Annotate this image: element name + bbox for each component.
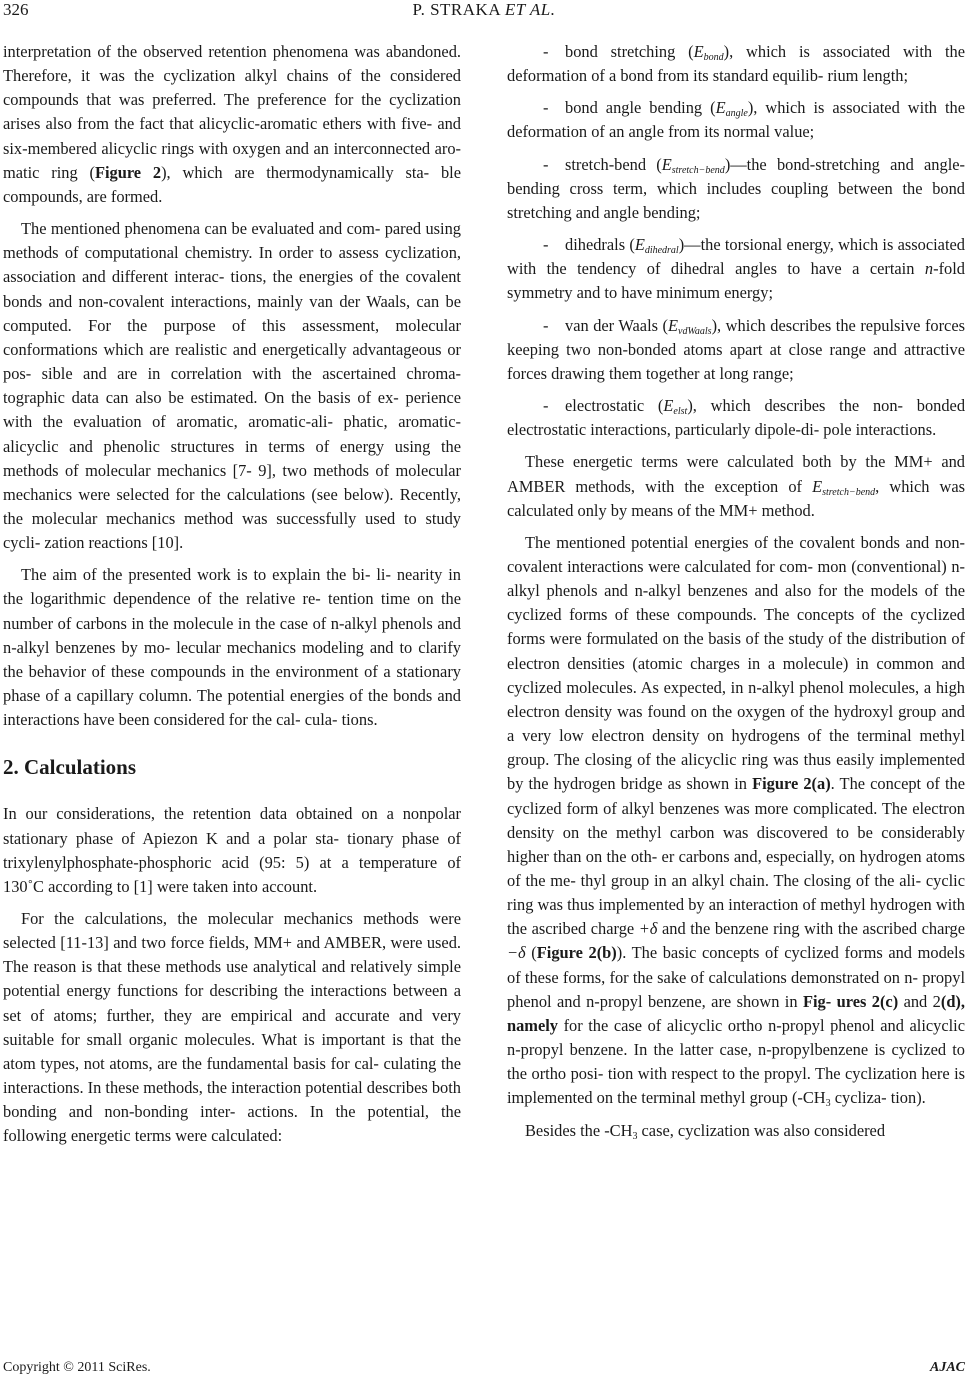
paragraph: These energetic terms were calculated both by the MM+ and AMBER methods, with the exception of $E_{stretch-bend}$, which was calculated only by means of the MM+ method. bbox=[507, 452, 966, 520]
list-item: - bond stretching $(E_{bond})$, which is associated with the deformation of a bond from its standard equilib- rium length; bbox=[507, 42, 965, 86]
page-footer bbox=[0, 1360, 968, 1380]
math-symbol: E bbox=[634, 235, 645, 255]
journal-abbreviation: AJAC bbox=[929, 1360, 965, 1375]
math-symbol: E bbox=[693, 42, 704, 61]
running-head-authors bbox=[0, 0, 968, 20]
math-symbol: E bbox=[715, 98, 726, 118]
page-number: 326 bbox=[3, 0, 29, 19]
figure-reference: Fig- ures 2(c) bbox=[802, 991, 899, 1011]
figure-reference: (d), bbox=[940, 991, 965, 1011]
figure-reference: Figure 2 bbox=[94, 162, 162, 182]
copyright-notice: Copyright © 2011 SciRes. bbox=[3, 1360, 151, 1375]
author-name: P. STRAKA bbox=[412, 0, 501, 19]
figure-reference: Figure 2(a) bbox=[752, 774, 831, 794]
math-symbol: −δ bbox=[507, 943, 526, 963]
list-item: - electrostatic $(E_{elst})$, which describes the non- bonded electrostatic interactions, particularly dipole-di- pole interactions. bbox=[507, 396, 966, 440]
right-column bbox=[507, 40, 965, 1151]
paragraph: The mentioned phenomena can be evaluated and com- pared using methods of computational chemistry. In order to assess cyclization, association and different interac- tions, the energies of the covalent bonds and non-covalent interactions, mainly van der Waals, can be computed. For the purpose of this assessment, molecular conformations which are realistic and energetically advantageous or pos- sible and are in correlation with the ascertained chroma- tographic data can also be estimated. On the basis of ex- perience with the evaluation of aromatic, aromatic-ali- phatic, aromatic-alicyclic and phenolic structures in terms of energy using the methods of molecular mechanics [7- 9], two methods of molecular mechanics were selected for the calculations (see below). Recently, the molecular mechanics method was successfully used to study cycli- zation reactions [10]. bbox=[3, 219, 461, 553]
list-item: - dihedrals $(E_{dihedral})—the$ torsional energy, which is associated with the tendency of dihedral angles to have a certain n-fold symmetry and to have minimum energy; bbox=[507, 235, 965, 303]
list-item: - bond angle bending $(E_{angle})$, which is associated with the deformation of an angle from its normal value; bbox=[507, 98, 965, 142]
paragraph: Besides the $-CH_3$ case, cyclization was also considered bbox=[525, 1120, 886, 1142]
paragraph: interpretation of the observed retention phenomena was abandoned. Therefore, it was the cyclization alkyl chains of the considered compounds that was preferred. The preference for the cyclization arises also from the fact that alicyclic-aromatic ethers with five- and six-membered alicyclic rings with oxygen and an interconnected aro- matic ring (Figure 2), which are thermodynamically sta- ble compounds, are formed. bbox=[3, 42, 461, 206]
math-symbol: E bbox=[663, 396, 674, 416]
running-header bbox=[0, 0, 968, 30]
paragraph: The aim of the presented work is to explain the bi- li- nearity in the logarithmic dependence of the relative re- tention time on the number of carbons in the molecule in the case of n-alkyl phenols and n-alkyl benzenes by mo- lecular mechanics modeling and to clarify the behavior of these compounds in the environment of a stationary phase of a capillary column. The potential energies of the bonds and interactions have been considered for the cal- cula- tions. bbox=[3, 565, 461, 730]
paragraph: The mentioned potential energies of the covalent bonds and non-covalent interactions were calculated for com- mon (conventional) n-alkyl phenols and n-alkyl benzenes and also for the models of the cyclized forms of these compounds. The concepts of the cyclized forms were formulated on the basis of the study of the distribution of electron densities (atomic charges in a molecule) in common and cyclized molecules. As expected, in n-alkyl phenol molecules, a high electron density was found on the oxygen of the hydroxyl group and a very low electron density on hydrogens of the terminal methyl group. The closing of the alicyclic ring was thus easily implemented by the hydrogen bridge as shown in Figure 2(a). The concept of the cyclized form of alkyl benzenes was more complicated. The electron density on the methyl carbon was discovered to be considerably higher than on the oth- er carbons and, especially, on hydrogen atoms of the me- thyl group in an alkyl chain. The closing of the ali- cyclic ring was thus implemented by an interaction of methyl hydrogen with the ascribed charge +δ and the benzene ring with the ascribed charge −δ (Figure 2(b)). The basic concepts of cyclized forms and models of these forms, for the sake of calculations demonstrated on n- propyl phenol and n-propyl benzene, are shown in Fig- ures 2(c) and 2(d), namely for the case of alicyclic ortho n-propyl phenol and alicyclic n-propyl benzene. In the latter case, n-propylbenzene is cyclized to the ortho posi- tion with respect to the propyl. The cyclization here is implemented on the terminal methyl group ($-CH_3$ cycliza- tion). bbox=[507, 532, 965, 1110]
list-item: - stretch-bend $(E_{stretch-bend})—the$ bond-stretching and angle-bending cross term, which includes coupling between the bond stretching and angle bending; bbox=[507, 154, 965, 222]
math-symbol: E bbox=[812, 476, 823, 496]
section-heading: 2. Calculations bbox=[3, 755, 137, 780]
figure-reference: Figure 2(b) bbox=[536, 943, 617, 963]
et-al: ET AL. bbox=[504, 0, 556, 19]
math-symbol: E bbox=[668, 315, 679, 335]
left-column bbox=[3, 40, 461, 1157]
math-symbol: E bbox=[661, 154, 672, 174]
paragraph: For the calculations, the molecular mechanics methods were selected [11-13] and two force fields, MM+ and AMBER, were used. The reason is that these methods use analytical and relatively simple potential energy functions for describing the interactions between a set of atoms; further, they are empirical and accurate and very suitable for small organic molecules. What is important is that the atom types, not atoms, are the fundamental basis for cal- culating the interactions. In these methods, the interaction potential describes both bonding and non-bonding inter- actions. In the potential, the following energetic terms were calculated: bbox=[3, 909, 461, 1146]
list-item: - van der Waals $(E_{vdWaals})$, which describes the repulsive forces keeping two non-bonded atoms apart at close range and attractive forces drawing them together at long range; bbox=[507, 315, 965, 383]
paragraph: In our considerations, the retention data obtained on a nonpolar stationary phase of Apiezon K and a polar sta- tionary phase of trixylenylphosphate-phosphoric acid (95: 5) at a temperature of 130˚C according to [1] were taken into account. bbox=[3, 804, 461, 896]
math-symbol: +δ bbox=[638, 919, 658, 939]
